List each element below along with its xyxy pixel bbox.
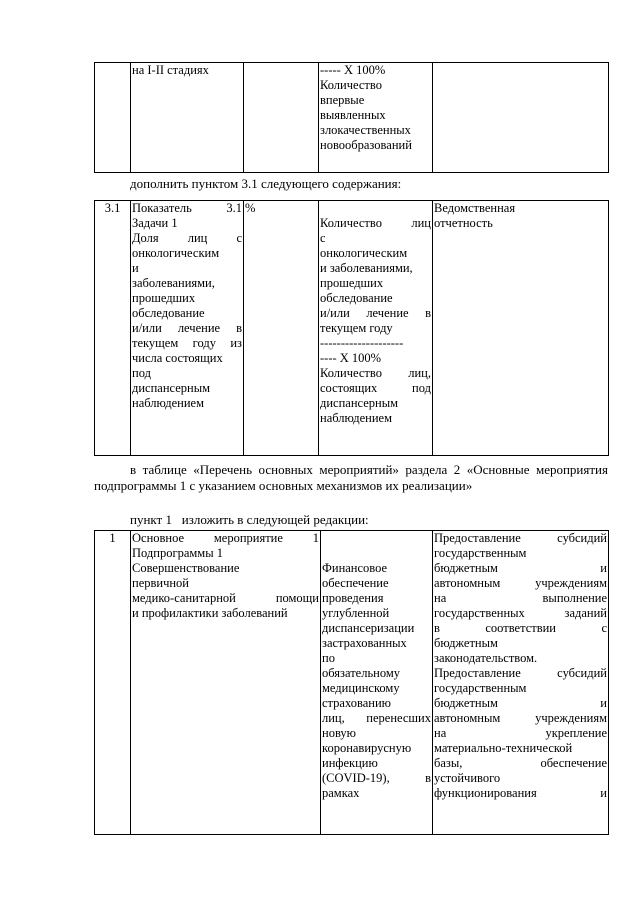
mechanism-spacer bbox=[322, 531, 431, 561]
cell-text: на I-II стадиях bbox=[132, 63, 209, 77]
implementation-line: государственным bbox=[434, 546, 527, 560]
source-line: Ведомственная bbox=[434, 201, 516, 215]
indicator-line: наблюдением bbox=[132, 396, 204, 410]
table-cell-number bbox=[95, 531, 131, 835]
table-cell-implementation bbox=[433, 531, 609, 835]
table-cell-formula bbox=[319, 63, 433, 173]
formula-line: наблюдением bbox=[320, 411, 392, 425]
implementation-line: функционирования и bbox=[434, 786, 607, 800]
paragraph-item-edit: пункт 1 изложить в следующей редакции: bbox=[130, 512, 369, 527]
implementation-line: государственным bbox=[434, 681, 527, 695]
mechanism-line: медицинскому bbox=[322, 681, 400, 695]
formula-line: Количество лиц bbox=[320, 216, 431, 230]
indicator-line: диспансерным bbox=[132, 381, 211, 395]
table-cell-indicator bbox=[131, 201, 244, 456]
implementation-line: бюджетным и bbox=[434, 696, 607, 710]
implementation-line: на укрепление bbox=[434, 726, 607, 740]
indicator-line: под bbox=[132, 366, 151, 380]
formula-line: ---- X 100% bbox=[320, 351, 382, 365]
indicator-line: Доля лиц с bbox=[132, 231, 242, 245]
formula-line: прошедших bbox=[320, 276, 384, 290]
indicator-line: и/или лечение в bbox=[132, 321, 242, 335]
source-line: отчетность bbox=[434, 216, 493, 230]
implementation-line: Предоставление субсидий bbox=[434, 666, 607, 680]
formula-line: и заболеваниями, bbox=[320, 261, 413, 275]
formula-line: Количество bbox=[320, 78, 382, 92]
indicator-line: и bbox=[132, 261, 139, 275]
formula-line: состоящих под bbox=[320, 381, 431, 395]
formula-line: ----- X 100% bbox=[320, 63, 386, 77]
implementation-line: на выполнение bbox=[434, 591, 607, 605]
measures-table bbox=[94, 530, 609, 835]
implementation-line: автономным учреждениям bbox=[434, 711, 607, 725]
formula-line: Количество лиц, bbox=[320, 366, 431, 380]
mechanism-line: страхованию bbox=[322, 696, 391, 710]
formula-line: злокачественных bbox=[320, 123, 411, 137]
mechanism-line: (COVID-19), в bbox=[322, 771, 431, 785]
indicator-line: онкологическим bbox=[132, 246, 220, 260]
mechanism-line: обязательному bbox=[322, 666, 401, 680]
mechanism-line: застрахованных bbox=[322, 636, 407, 650]
row-number: 1 bbox=[109, 531, 116, 545]
table-cell-unit bbox=[244, 63, 319, 173]
table-cell-indicator bbox=[131, 63, 244, 173]
formula-line: онкологическим bbox=[320, 246, 408, 260]
formula-line: обследование bbox=[320, 291, 393, 305]
mechanism-line: углубленной bbox=[322, 606, 390, 620]
mechanism-line: обеспечение bbox=[322, 576, 389, 590]
implementation-line: материально-технической bbox=[434, 741, 573, 755]
formula-divider: -------------------- bbox=[320, 336, 404, 350]
mechanism-line: рамках bbox=[322, 786, 360, 800]
mechanism-line: проведения bbox=[322, 591, 384, 605]
table-cell-number bbox=[95, 201, 131, 456]
indicator-line: числа состоящих bbox=[132, 351, 223, 365]
indicator-line: заболеваниями, bbox=[132, 276, 215, 290]
implementation-line: базы, обеспечение bbox=[434, 756, 607, 770]
mechanism-line: коронавирусную bbox=[322, 741, 412, 755]
indicator-line: обследование bbox=[132, 306, 205, 320]
table-row bbox=[95, 201, 609, 456]
indicator-line: Показатель 3.1 bbox=[132, 201, 242, 215]
indicator-table-3-1 bbox=[94, 200, 609, 456]
formula-line: выявленных bbox=[320, 108, 386, 122]
mechanism-line: Финансовое bbox=[322, 561, 388, 575]
indicator-line: Задачи 1 bbox=[132, 216, 178, 230]
table-cell-mechanism bbox=[321, 531, 433, 835]
implementation-line: устойчивого bbox=[434, 771, 501, 785]
implementation-line: государственных заданий bbox=[434, 606, 607, 620]
indicator-line: прошедших bbox=[132, 291, 196, 305]
formula-line: диспансерным bbox=[320, 396, 399, 410]
measure-line: медико-санитарной помощи bbox=[132, 591, 319, 605]
mechanism-line: инфекцию bbox=[322, 756, 378, 770]
implementation-line: бюджетным bbox=[434, 636, 498, 650]
measure-line: и профилактики заболеваний bbox=[132, 606, 288, 620]
table-cell-number bbox=[95, 63, 131, 173]
measure-line: первичной bbox=[132, 576, 189, 590]
indicator-table-continued bbox=[94, 62, 609, 173]
measure-line: Основное мероприятие 1 bbox=[132, 531, 319, 545]
indicator-line: текущем году из bbox=[132, 336, 242, 350]
formula-line: и/или лечение в bbox=[320, 306, 431, 320]
measure-line: Совершенствование bbox=[132, 561, 240, 575]
mechanism-line: лиц, перенесших bbox=[322, 711, 431, 725]
implementation-line: бюджетным и bbox=[434, 561, 607, 575]
unit-text: % bbox=[245, 201, 256, 215]
implementation-line: в соответствии с bbox=[434, 621, 607, 635]
implementation-line: автономным учреждениям bbox=[434, 576, 607, 590]
formula-line: впервые bbox=[320, 93, 365, 107]
mechanism-line: новую bbox=[322, 726, 357, 740]
table-cell-measure bbox=[131, 531, 321, 835]
formula-line: новообразований bbox=[320, 138, 412, 152]
paragraph-table-reference: в таблице «Перечень основных мероприятий» раздела 2 «Основные мероприятия подпрограммы 1 с указанием основных механизмов их реализации» bbox=[94, 462, 608, 493]
implementation-line: Предоставление субсидий bbox=[434, 531, 607, 545]
table-row bbox=[95, 63, 609, 173]
row-number: 3.1 bbox=[104, 201, 121, 215]
implementation-line: законодательством. bbox=[434, 651, 538, 665]
measure-line: Подпрограммы 1 bbox=[132, 546, 223, 560]
formula-spacer bbox=[320, 201, 431, 216]
table-row bbox=[95, 531, 609, 835]
table-cell-source bbox=[433, 201, 609, 456]
paragraph-add-item: дополнить пунктом 3.1 следующего содержания: bbox=[130, 176, 402, 191]
mechanism-line: по bbox=[322, 651, 335, 665]
formula-line: с bbox=[320, 231, 326, 245]
table-cell-unit bbox=[244, 201, 319, 456]
mechanism-line: диспансеризации bbox=[322, 621, 415, 635]
table-cell-source bbox=[433, 63, 609, 173]
formula-line: текущем году bbox=[320, 321, 393, 335]
table-cell-formula bbox=[319, 201, 433, 456]
